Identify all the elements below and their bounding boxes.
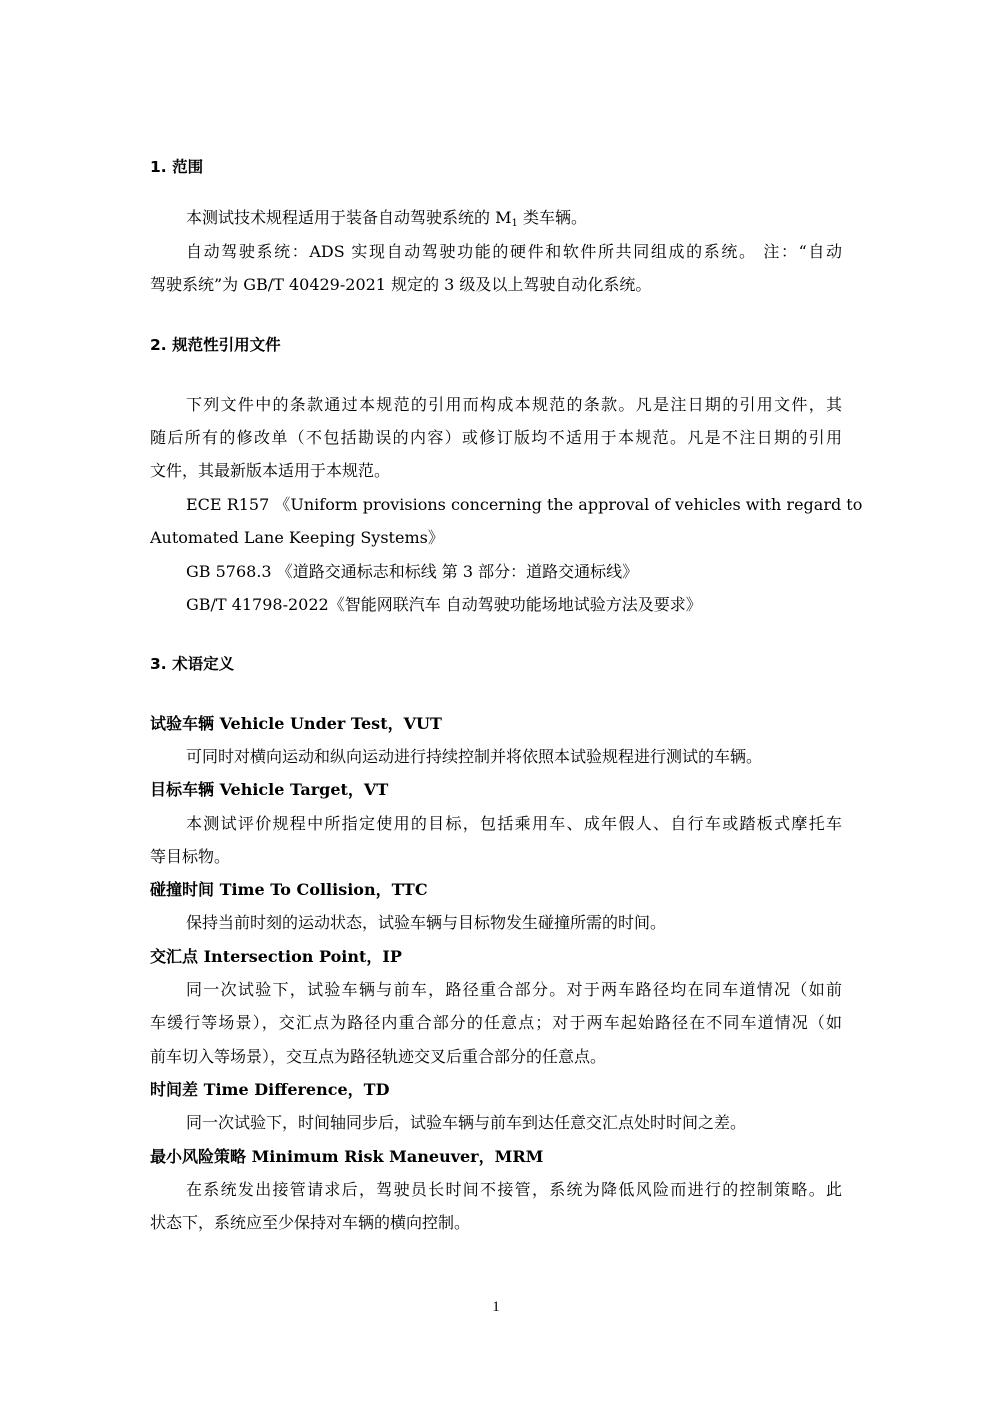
- section-2-paragraph-line-3: 文件，其最新版本适用于本规范。: [150, 461, 391, 480]
- reference-ece-r157-line-1: ECE R157 《Uniform provisions concerning the approval of vehicles with regard to: [186, 495, 863, 514]
- definition-ip-line-3: 前车切入等场景），交互点为路径轨迹交叉后重合部分的任意点。: [150, 1047, 607, 1066]
- term-vut: 试验车辆 Vehicle Under Test，VUT: [150, 714, 442, 733]
- page-number: 1: [492, 1299, 500, 1315]
- reference-ece-r157-line-2: Automated Lane Keeping Systems》: [150, 528, 444, 547]
- definition-ttc: 保持当前时刻的运动状态，试验车辆与目标物发生碰撞所需的时间。: [186, 913, 667, 932]
- term-td: 时间差 Time Difference，TD: [150, 1080, 390, 1099]
- section-1-paragraph-2-line-2: 驾驶系统”为 GB/T 40429-2021 规定的 3 级及以上驾驶自动化系统。: [150, 275, 652, 294]
- definition-vut: 可同时对横向运动和纵向运动进行持续控制并将依照本试验规程进行测试的车辆。: [186, 747, 763, 766]
- section-1-title: 1. 范围: [150, 158, 204, 176]
- term-vt: 目标车辆 Vehicle Target，VT: [150, 780, 389, 799]
- definition-mrm-line-1: 在系统发出接管请求后，驾驶员长时间不接管，系统为降低风险而进行的控制策略。此: [186, 1180, 842, 1199]
- definition-vt-line-2: 等目标物。: [150, 847, 231, 866]
- term-ttc: 碰撞时间 Time To Collision，TTC: [150, 880, 428, 899]
- section-1-paragraph-2-line-1: 自动驾驶系统：ADS 实现自动驾驶功能的硬件和软件所共同组成的系统。 注：“自动: [186, 242, 842, 261]
- definition-vt-line-1: 本测试评价规程中所指定使用的目标，包括乘用车、成年假人、自行车或踏板式摩托车: [186, 814, 842, 833]
- reference-gb-5768: GB 5768.3 《道路交通标志和标线 第 3 部分：道路交通标线》: [186, 562, 639, 581]
- definition-ip-line-1: 同一次试验下，试验车辆与前车，路径重合部分。对于两车路径均在同车道情况（如前: [186, 980, 842, 999]
- subscript: 1: [511, 218, 518, 229]
- term-mrm: 最小风险策略 Minimum Risk Maneuver，MRM: [150, 1147, 544, 1166]
- section-2-title: 2. 规范性引用文件: [150, 336, 281, 354]
- term-ip: 交汇点 Intersection Point，IP: [150, 947, 402, 966]
- section-3-title: 3. 术语定义: [150, 655, 235, 673]
- paragraph-text: 本测试技术规程适用于装备自动驾驶系统的 M: [186, 208, 512, 227]
- definition-mrm-line-2: 状态下，系统应至少保持对车辆的横向控制。: [150, 1213, 471, 1232]
- section-2-paragraph-line-1: 下列文件中的条款通过本规范的引用而构成本规范的条款。凡是注日期的引用文件，其: [186, 395, 842, 414]
- definition-ip-line-2: 车缓行等场景），交汇点为路径内重合部分的任意点；对于两车起始路径在不同车道情况（如: [150, 1013, 842, 1032]
- section-2-paragraph-line-2: 随后所有的修改单（不包括勘误的内容）或修订版均不适用于本规范。凡是不注日期的引用: [150, 428, 842, 447]
- definition-td: 同一次试验下，时间轴同步后，试验车辆与前车到达任意交汇点处时时间之差。: [186, 1113, 747, 1132]
- paragraph-text: 类车辆。: [517, 208, 587, 227]
- reference-gbt-41798: GB/T 41798-2022《智能网联汽车 自动驾驶功能场地试验方法及要求》: [186, 595, 702, 614]
- section-1-paragraph-1: [186, 208, 842, 234]
